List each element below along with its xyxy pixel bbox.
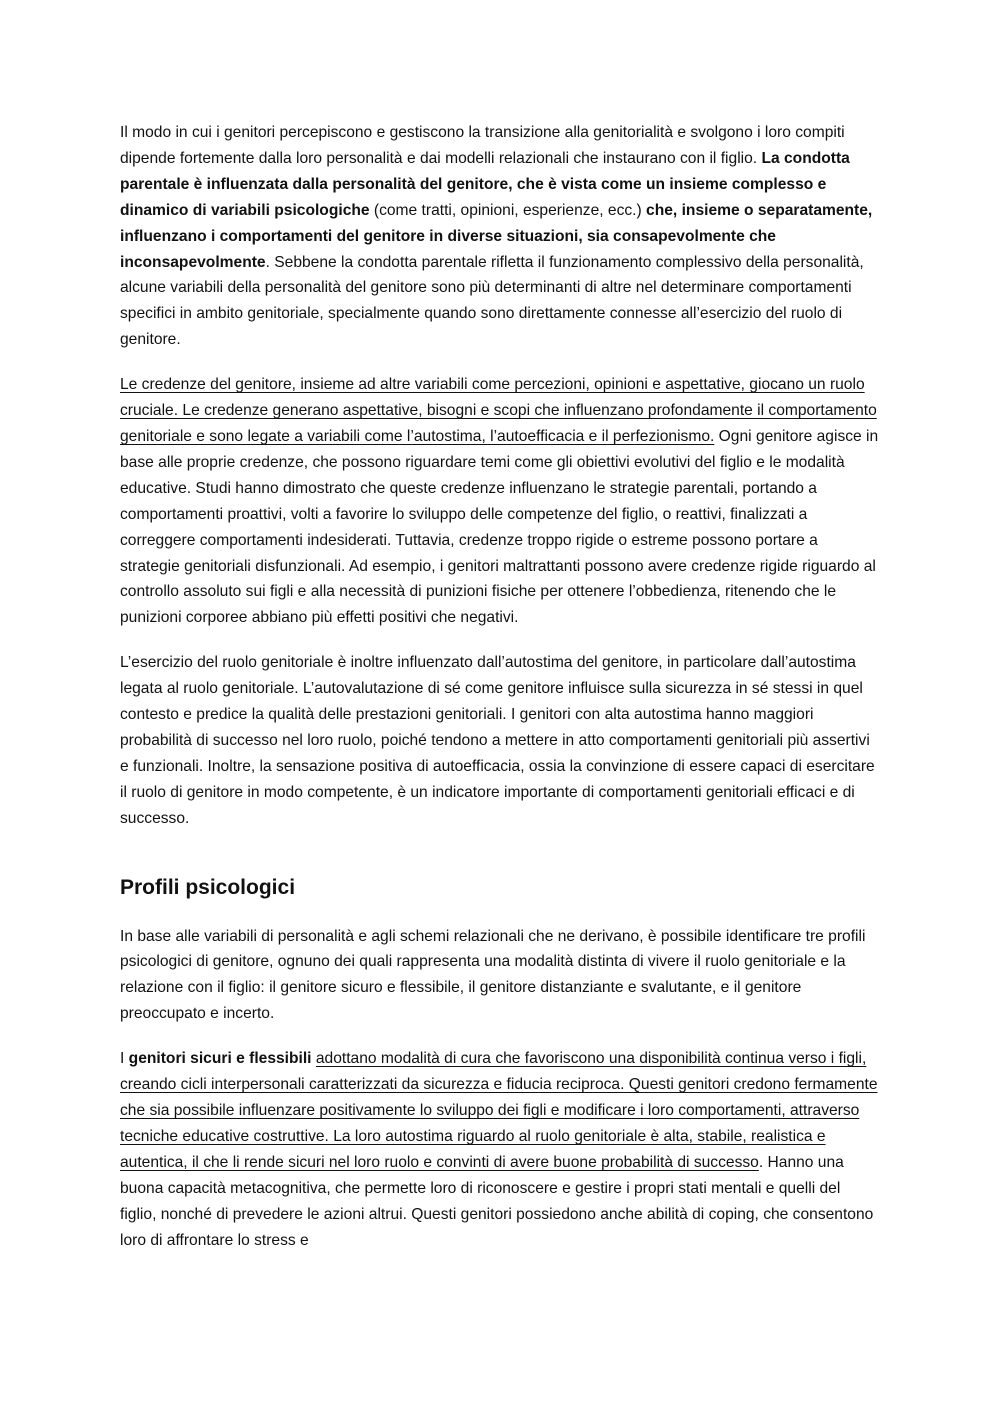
paragraph-profiles-intro: In base alle variabili di personalità e agli schemi relazionali che ne derivano, è possibile identificare tre profili psicologici di genitore, ognuno dei quali rappresenta una modalità distinta di vivere il ruolo genitoriale e la relazione con il figlio: il genitore sicuro e flessibile, il genitore distanziante e svalutante, e il genitore preoccupato e incerto. [120, 927, 866, 1023]
text: . Hanno una buona capacità metacognitiva, che permette loro di riconoscere e gestire i propri stati mentali e quelli del figlio, nonché di prevedere le azioni altrui. Questi genitori possiedono anche abilità di coping, che consentono loro di affrontare lo stress e [120, 1153, 874, 1249]
text: Il modo in cui i genitori percepiscono e gestiscono la transizione alla genitorialità e svolgono i loro compiti dipende fortemente dalla loro personalità e dai modelli relazionali che instaurano con il figlio. [120, 124, 845, 167]
bold-text: che, insieme o separatamente, influenzano i comportamenti del genitore in diverse situazioni, sia consapevolmente che inconsapevolmente [120, 201, 873, 271]
text: I [120, 1050, 129, 1068]
paragraph-secure-parents [120, 1046, 880, 1253]
underlined-text: Le credenze del genitore, insieme ad altre variabili come percezioni, opinioni e aspettative, giocano un ruolo cruciale. Le credenze generano aspettative, bisogni e scopi che influenzano profondamente il comportamento genitoriale e sono legate a variabili come l’autostima, l’autoefficacia e il perfezionismo. [120, 376, 877, 445]
bold-text: La condotta parentale è influenzata dalla personalità del genitore, che è vista come un insieme complesso e dinamico di variabili psicologiche [120, 149, 850, 219]
text: . Sebbene la condotta parentale rifletta il funzionamento complessivo della personalità, alcune variabili della personalità del genitore sono più determinanti di altre nel determinare comportamenti specifici in ambito genitoriale, specialmente quando sono direttamente connesse all’esercizio del ruolo di genitore. [120, 253, 864, 349]
paragraph-parental-conduct [120, 120, 880, 353]
underlined-text: adottano modalità di cura che favoriscono una disponibilità continua verso i figli, creando cicli interpersonali caratterizzati da sicurezza e fiducia reciproca. Questi genitori credono fermamente che sia possibile influenzare positivamente lo sviluppo dei figli e modificare i loro comportamenti, attraverso tecniche educative costruttive. La loro autostima riguardo al ruolo genitoriale è alta, stabile, realistica e autentica, il che li rende sicuri nel loro ruolo e convinti di avere buone probabilità di successo [120, 1050, 878, 1171]
text: Ogni genitore agisce in base alle proprie credenze, che possono riguardare temi come gli obiettivi evolutivi del figlio e le modalità educative. Studi hanno dimostrato che queste credenze influenzano le strategie parentali, portando a comportamenti proattivi, volti a favorire lo sviluppo delle competenze del figlio, o reattivi, finalizzati a correggere comportamenti indesiderati. Tuttavia, credenze troppo rigide o estreme possono portare a strategie genitoriali disfunzionali. Ad esempio, i genitori maltrattanti possono avere credenze rigide riguardo al controllo assoluto sui figli e alla necessità di punizioni fisiche per ottenere l’obbedienza, ritenendo che le punizioni corporee abbiano più effetti positivi che negativi. [120, 427, 879, 627]
paragraph-parental-beliefs [120, 372, 880, 631]
bold-text: genitori sicuri e flessibili [128, 1050, 312, 1068]
paragraph-self-esteem: L’esercizio del ruolo genitoriale è inoltre influenzato dall’autostima del genitore, in particolare dall’autostima legata al ruolo genitoriale. L’autovalutazione di sé come genitore influisce sulla sicurezza in sé stessi in quel contesto e predice la qualità delle prestazioni genitoriali. I genitori con alta autostima hanno maggiori probabilità di successo nel loro ruolo, poiché tendono a mettere in atto comportamenti genitoriali più assertivi e funzionali. Inoltre, la sensazione positiva di autoefficacia, ossia la convinzione di essere capaci di esercitare il ruolo di genitore in modo competente, è un indicatore importante di comportamenti genitoriali efficaci e di successo. [120, 654, 875, 827]
section-heading: Profili psicologici [120, 875, 296, 899]
document-page [120, 120, 880, 1272]
text: (come tratti, opinioni, esperienze, ecc.) [369, 201, 647, 219]
